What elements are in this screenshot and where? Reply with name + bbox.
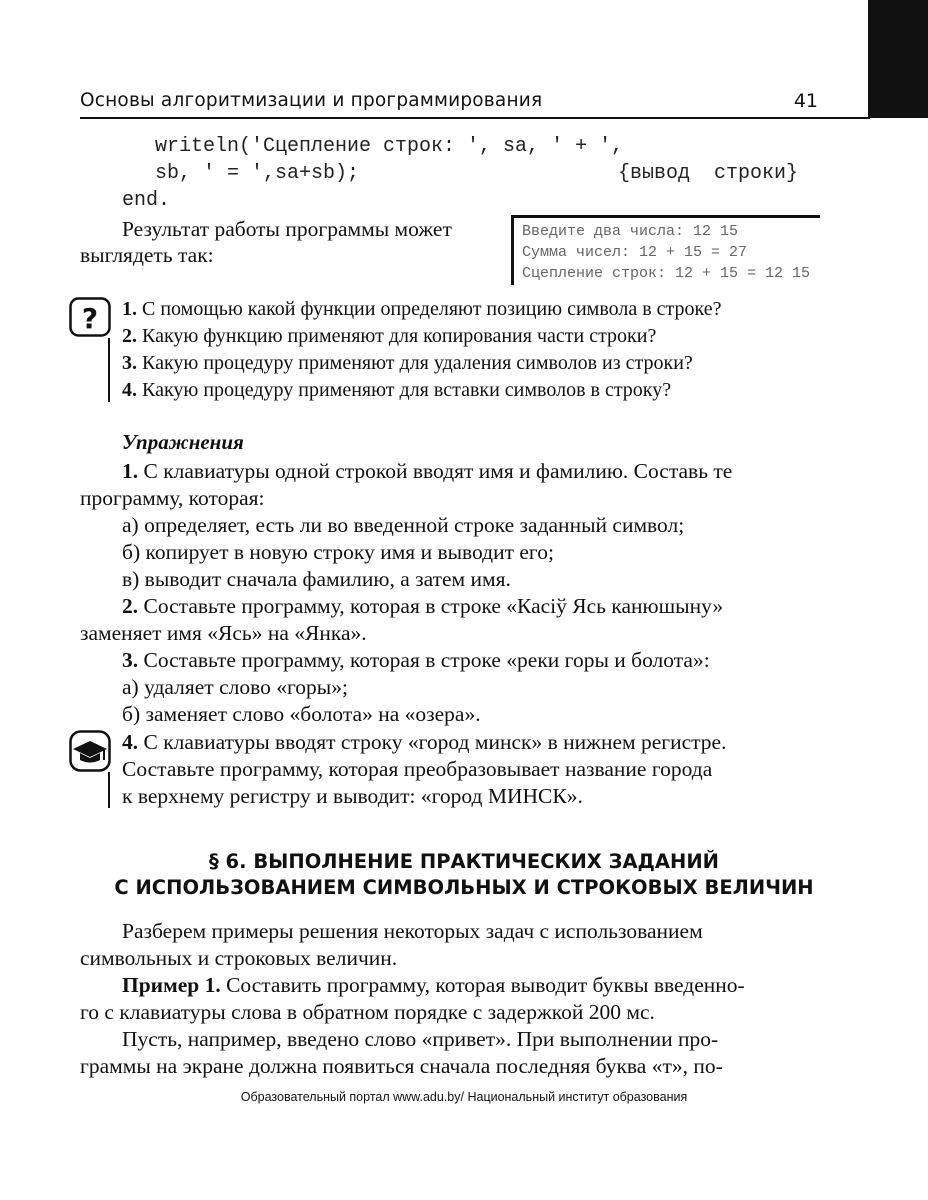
exercise-2-line-1: 2. Составьте программу, которая в строке «Касіў Ясь канюшыну» [122,594,724,618]
question-icon [69,297,111,337]
exercise-1-line-1: 1. С клавиатуры одной строкой вводят имя и фамилию. Составь те [122,459,733,483]
graduation-cap-icon [69,730,111,772]
page-number: 41 [793,90,818,112]
exercise-3-a: а) удаляет слово «горы»; [122,675,348,699]
paragraph-3-line-1: Пусть, например, введено слово «привет». При выполнении про- [122,1027,719,1051]
example-1-line-2: го с клавиатуры слова в обратном порядке с задержкой 200 мс. [80,1000,655,1024]
exercise-1-line-2: программу, которая: [80,486,265,510]
section-title-line-2: С ИСПОЛЬЗОВАНИЕМ СИМВОЛЬНЫХ И СТРОКОВЫХ ВЕЛИЧИН [114,876,814,899]
exercise-1-a: а) определяет, есть ли во введенной строке заданный символ; [122,513,685,537]
question-item: 3. Какую процедуру применяют для удаления символов из строки? [122,352,693,374]
code-line-3: end. [122,189,171,212]
exercises-heading: Упражнения [122,430,244,454]
example-1-line-1: Пример 1. Составить программу, которая выводит буквы введенно- [122,973,745,997]
console-line: Введите два числа: 12 15 [522,223,739,240]
console-line: Сумма чисел: 12 + 15 = 27 [522,244,748,261]
question-item: 1. С помощью какой функции определяют позицию символа в строке? [122,298,722,320]
exercise-3-b: б) заменяет слово «болота» на «озера». [122,702,481,726]
paragraph-1-line-2: символьных и строковых величин. [80,946,398,970]
exercise-4-line-3: к верхнему регистру и выводит: «город МИНСК». [122,784,583,808]
question-item: 4. Какую процедуру применяют для вставки символов в строку? [122,379,672,401]
exercise-1-c: в) выводит сначала фамилию, а затем имя. [122,567,511,591]
paragraph-1-line-1: Разберем примеры решения некоторых задач с использованием [122,919,703,943]
paragraph-3-line-2: граммы на экране должна появиться сначала последняя буква «т», по- [80,1054,723,1078]
section-title-line-1: § 6. ВЫПОЛНЕНИЕ ПРАКТИЧЕСКИХ ЗАДАНИЙ [209,850,719,873]
code-line-2: sb, ' = ',sa+sb); [155,162,360,185]
code-line-2-comment: {вывод строки} [618,162,799,185]
result-text-line-2: выглядеть так: [80,243,214,267]
code-line-1: writeln('Сцепление строк: ', sa, ' + ', [155,135,624,158]
questions-side-bar [108,338,110,402]
question-item: 2. Какую функцию применяют для копирования части строки? [122,325,657,347]
exercise-3-line-1: 3. Составьте программу, которая в строке «реки горы и болота»: [122,648,710,672]
header-rule [80,117,870,119]
exercise-1-b: б) копирует в новую строку имя и выводит его; [122,540,554,564]
page-corner-tab [868,0,928,118]
exercise-4-line-2: Составьте программу, которая преобразовывает название города [122,757,713,781]
exercise-4-line-1: 4. С клавиатуры вводят строку «город минск» в нижнем регистре. [122,730,727,754]
exercise-4-side-bar [108,772,110,808]
svg-text:?: ? [81,302,99,335]
exercise-2-line-2: заменяет имя «Ясь» на «Янка». [80,621,367,645]
header-title: Основы алгоритмизации и программирования [80,90,543,111]
console-line: Сцепление строк: 12 + 15 = 12 15 [522,265,811,282]
result-text-line-1: Результат работы программы может [122,217,452,241]
running-header [80,90,818,116]
footer-portal-note: Образовательный портал www.adu.by/ Национальный институт образования [240,1090,688,1104]
console-output [511,215,820,285]
